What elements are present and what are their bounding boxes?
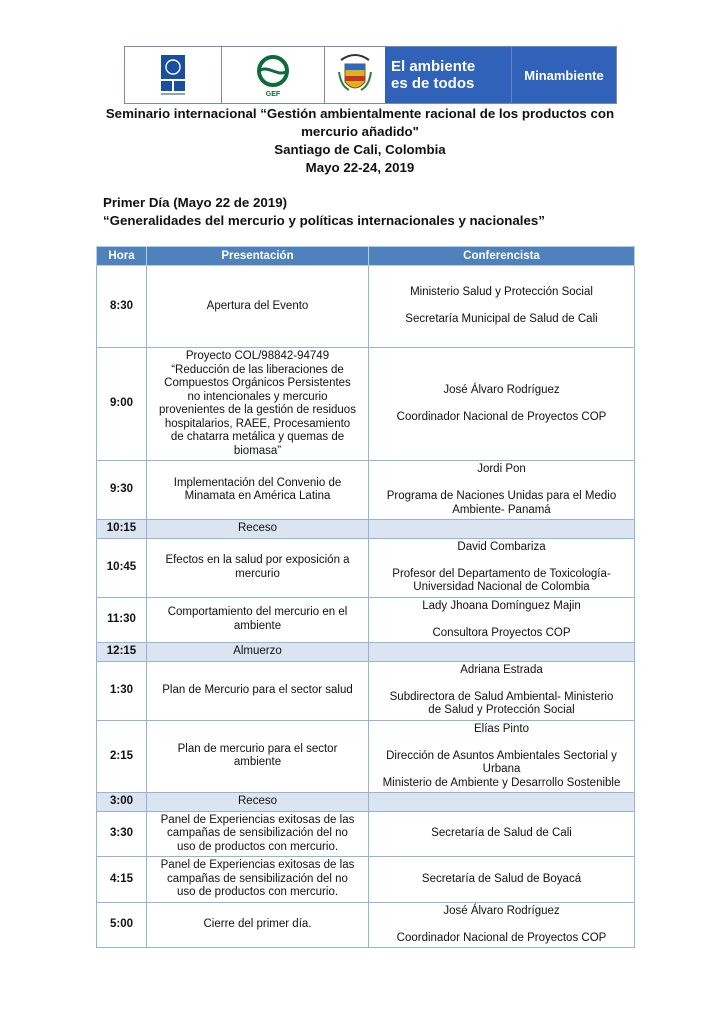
logo-banner	[124, 46, 617, 104]
presentation-line: Apertura del Evento	[206, 299, 309, 312]
col-header-hora: Hora	[97, 247, 147, 266]
speaker-line: José Álvaro Rodríguez	[443, 904, 560, 917]
speaker-line: Coordinador Nacional de Proyectos COP	[396, 410, 607, 423]
row-presentation	[147, 643, 369, 662]
table-row	[97, 643, 635, 662]
speaker-line: Subdirectora de Salud Ambiental- Ministerio	[389, 690, 614, 703]
row-time: 4:15	[97, 857, 147, 903]
speaker-line: Ministerio Salud y Protección Social	[410, 286, 593, 299]
table-row	[97, 661, 635, 720]
table-row	[97, 348, 635, 461]
row-time: 10:45	[97, 538, 147, 597]
undp-emblem-icon	[153, 51, 193, 99]
presentation-line: uso de productos con mercurio.	[176, 886, 339, 898]
table-row	[97, 720, 635, 793]
presentation-line: campañas de sensibilización del no	[167, 827, 348, 839]
speaker-line: Coordinador Nacional de Proyectos COP	[396, 931, 607, 944]
row-speaker	[369, 266, 635, 348]
speaker-line: Jordi Pon	[477, 463, 526, 475]
presentation-line: uso de productos con mercurio.	[176, 840, 339, 853]
minambiente-brand	[385, 47, 616, 103]
presentation-line: Comportamiento del mercurio en el	[167, 606, 348, 619]
table-row	[97, 597, 635, 643]
row-speaker	[369, 643, 635, 662]
row-presentation	[147, 811, 369, 857]
speaker-spacer	[373, 677, 630, 691]
presentation-line: ambiente	[233, 756, 282, 769]
speaker-spacer	[373, 397, 630, 411]
row-time: 11:30	[97, 597, 147, 643]
speaker-spacer	[373, 554, 630, 568]
row-time: 2:15	[97, 720, 147, 793]
title-line2: mercurio añadido"	[301, 124, 419, 139]
presentation-line: Plan de mercurio para el sector	[177, 742, 338, 755]
day-theme: “Generalidades del mercurio y políticas internacionales y nacionales”	[103, 213, 545, 228]
row-presentation	[147, 520, 369, 539]
table-row	[97, 538, 635, 597]
speaker-line: Secretaría de Salud de Cali	[431, 827, 572, 839]
row-presentation	[147, 597, 369, 643]
title-line3: Santiago de Cali, Colombia	[274, 142, 446, 157]
row-presentation	[147, 661, 369, 720]
speaker-line: Secretaría de Salud de Boyacá	[421, 872, 582, 885]
presentation-line: Cierre del primer día.	[203, 918, 312, 930]
presentation-line: Receso	[238, 522, 277, 534]
presentation-line: provenientes de la gestión de residuos	[159, 404, 356, 416]
row-time: 9:30	[97, 461, 147, 520]
row-speaker	[369, 811, 635, 857]
speaker-spacer	[373, 613, 630, 627]
row-time: 12:15	[97, 643, 147, 662]
row-presentation	[147, 793, 369, 812]
row-presentation	[147, 538, 369, 597]
seminar-title	[90, 105, 630, 177]
row-time: 3:00	[97, 793, 147, 812]
coat-of-arms-icon	[335, 50, 375, 100]
row-speaker	[369, 597, 635, 643]
title-line4: Mayo 22-24, 2019	[305, 160, 415, 175]
row-speaker	[369, 902, 635, 948]
speaker-line: José Álvaro Rodríguez	[443, 383, 560, 396]
table-row	[97, 857, 635, 903]
row-speaker	[369, 857, 635, 903]
presentation-line: mercurio	[235, 567, 280, 580]
presentation-line: hospitalarios, RAEE, Procesamiento	[164, 417, 351, 430]
colombia-coat-of-arms	[325, 47, 385, 103]
presentation-line: Almuerzo	[233, 645, 282, 657]
row-time: 8:30	[97, 266, 147, 348]
speaker-line: Consultora Proyectos COP	[432, 626, 571, 639]
slogan-line1: El ambiente	[391, 58, 476, 75]
row-speaker	[369, 661, 635, 720]
table-row	[97, 461, 635, 520]
row-time: 9:00	[97, 348, 147, 461]
speaker-spacer	[373, 300, 630, 314]
col-header-conferencista: Conferencista	[369, 247, 635, 266]
speaker-line: Universidad Nacional de Colombia	[413, 581, 590, 593]
row-speaker	[369, 348, 635, 461]
table-row	[97, 811, 635, 857]
row-time: 5:00	[97, 902, 147, 948]
presentation-line: de chatarra metálica y quemas de	[170, 431, 345, 443]
table-row	[97, 266, 635, 348]
row-time: 1:30	[97, 661, 147, 720]
presentation-line: biomasa”	[233, 444, 282, 457]
presentation-line: Panel de Experiencias exitosas de las	[160, 859, 355, 871]
row-presentation	[147, 857, 369, 903]
presentation-line: Proyecto COL/98842-94749	[185, 350, 330, 362]
speaker-line: Dirección de Asuntos Ambientales Sectorial y	[386, 749, 617, 762]
row-time: 3:30	[97, 811, 147, 857]
gef-globe-icon	[250, 52, 296, 98]
title-line1: Seminario internacional “Gestión ambientalmente racional de los productos con	[105, 106, 615, 121]
day-heading	[103, 194, 545, 230]
speaker-line: de Salud y Protección Social	[428, 704, 575, 716]
row-presentation	[147, 266, 369, 348]
table-header-row	[97, 247, 635, 266]
speaker-line: Ministerio de Ambiente y Desarrollo Sostenible	[382, 776, 621, 789]
ministry-name: Minambiente	[524, 67, 604, 83]
presentation-line: Compuestos Orgánicos Persistentes	[164, 377, 351, 389]
presentation-line: Implementación del Convenio de	[173, 476, 342, 489]
slogan-line2: es de todos	[391, 75, 475, 92]
speaker-spacer	[373, 477, 630, 491]
agenda-table	[96, 246, 635, 948]
presentation-line: ambiente	[233, 619, 282, 632]
row-speaker	[369, 538, 635, 597]
row-presentation	[147, 902, 369, 948]
speaker-line: Ambiente- Panamá	[452, 503, 551, 516]
speaker-line: Secretaría Municipal de Salud de Cali	[405, 313, 598, 326]
row-speaker	[369, 793, 635, 812]
speaker-line: David Combariza	[457, 540, 546, 553]
speaker-spacer	[373, 736, 630, 750]
row-presentation	[147, 720, 369, 793]
row-time: 10:15	[97, 520, 147, 539]
speaker-line: Profesor del Departamento de Toxicología-	[392, 567, 611, 580]
speaker-spacer	[373, 918, 630, 932]
presentation-line: Panel de Experiencias exitosas de las	[160, 813, 355, 826]
presentation-line: “Reducción de las liberaciones de	[171, 363, 344, 376]
presentation-line: campañas de sensibilización del no	[167, 872, 348, 885]
row-presentation	[147, 461, 369, 520]
speaker-line: Elías Pinto	[474, 722, 529, 735]
presentation-line: Efectos en la salud por exposición a	[165, 554, 350, 566]
col-header-presentacion: Presentación	[147, 247, 369, 266]
row-speaker	[369, 461, 635, 520]
table-row	[97, 902, 635, 948]
undp-logo	[125, 47, 222, 103]
table-row	[97, 520, 635, 539]
slogan	[385, 58, 511, 92]
row-speaker	[369, 520, 635, 539]
presentation-line: Minamata en América Latina	[184, 490, 331, 502]
speaker-line: Programa de Naciones Unidas para el Medio	[386, 490, 617, 502]
row-presentation	[147, 348, 369, 461]
presentation-line: no intencionales y mercurio	[187, 390, 328, 403]
row-speaker	[369, 720, 635, 793]
presentation-line: Receso	[238, 795, 277, 807]
speaker-line: Lady Jhoana Domínguez Majin	[422, 599, 581, 612]
speaker-line: Urbana	[482, 763, 521, 775]
day-date: Primer Día (Mayo 22 de 2019)	[103, 195, 288, 210]
presentation-line: Plan de Mercurio para el sector salud	[162, 683, 353, 696]
gef-logo	[222, 47, 325, 103]
table-row	[97, 793, 635, 812]
speaker-line: Adriana Estrada	[460, 663, 543, 676]
svg-text:GEF: GEF	[265, 91, 281, 98]
